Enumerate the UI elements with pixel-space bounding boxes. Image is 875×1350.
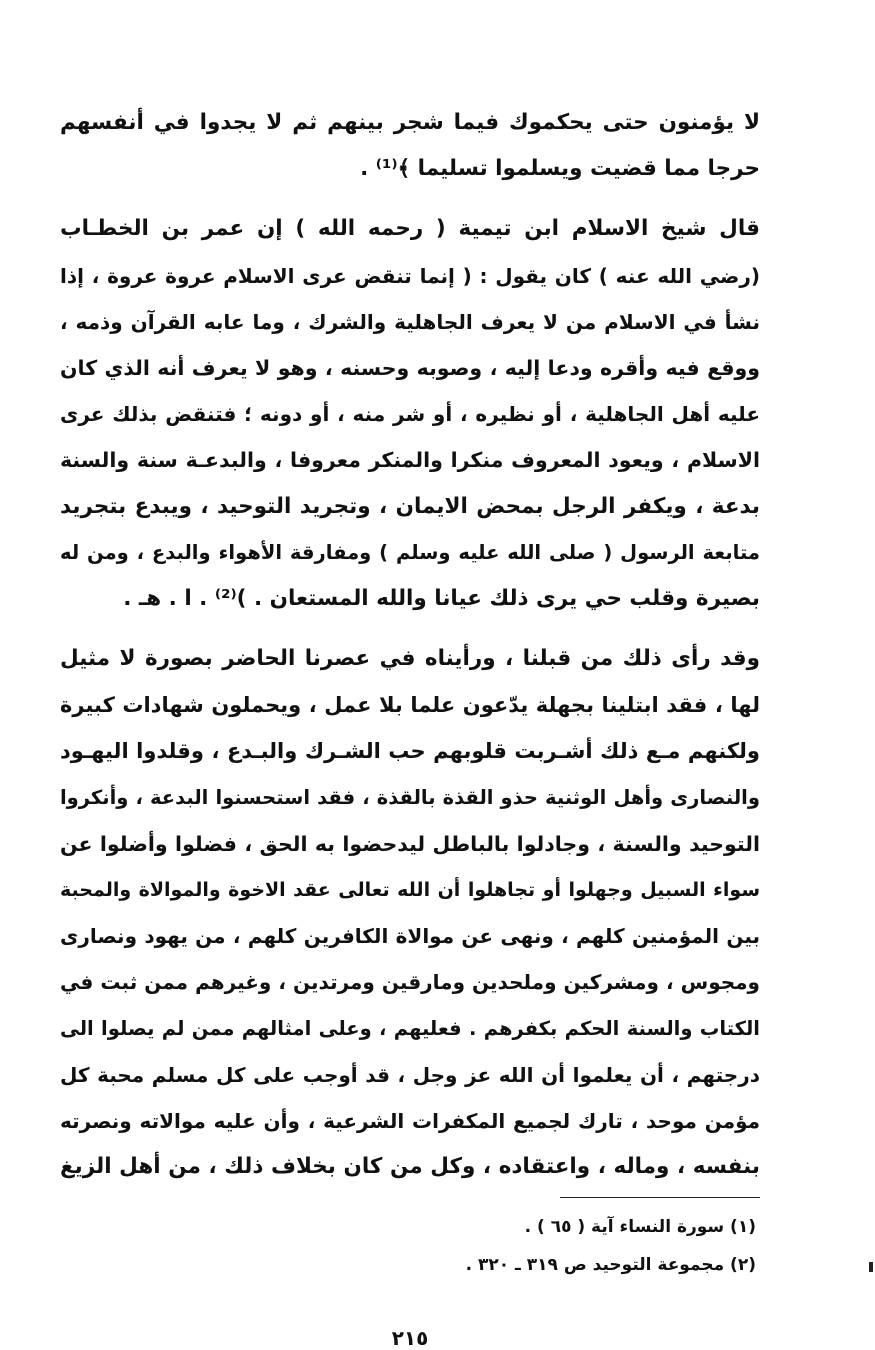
text-line: درجتهم ، أن يعلموا أن الله عز وجل ، قد أوجب على كل مسلم محبة كل	[60, 1062, 760, 1087]
footnote-1: (١) سورة النساء آية ( ٦٥ ) .	[524, 1217, 756, 1237]
text-line: لها ، فقد ابتلينا بجهلة يدّعون علما بلا عمل ، ويحملون شهادات كبيرة	[60, 693, 760, 718]
text-line: متابعة الرسول ( صلى الله عليه وسلم ) ومفارقة الأهواء والبدع ، ومن له	[60, 540, 760, 564]
text-line: والنصارى وأهل الوثنية حذو القذة بالقذة ، فقد استحسنوا البدعة ، وأنكروا	[60, 785, 760, 809]
footnote-separator	[560, 1197, 760, 1198]
text-line: (رضي الله عنه ) كان يقول : ( إنما تنقض عرى الاسلام عروة عروة ، إذا	[60, 263, 760, 288]
text-line: ومجوس ، ومشركين وملحدين ومارقين ومرتدين ، وغيرهم ممن ثبت في	[60, 970, 760, 995]
footnotes	[66, 1208, 756, 1284]
text-line: الكتاب والسنة الحكم بكفرهم . فعليهم ، وعلى امثالهم ممن لم يصلوا الى	[60, 1016, 760, 1040]
text-line: عليه أهل الجاهلية ، أو نظيره ، أو شر منه ، أو دونه ؛ فتنقض بذلك عرى	[60, 402, 760, 427]
text-line: نشأ في الاسلام من لا يعرف الجاهلية والشرك ، وما عابه القرآن وذمه ،	[60, 309, 760, 334]
text-line: الاسلام ، ويعود المعروف منكرا والمنكر معروفا ، والبدعـة سنة والسنة	[60, 448, 760, 473]
text-line: قال شيخ الاسلام ابن تيمية ( رحمه الله ) إن عمر بن الخطـاب	[60, 216, 760, 242]
text-line: مؤمن موحد ، تارك لجميع المكفرات الشرعية ، وأن عليه موالاته ونصرته	[60, 1108, 760, 1133]
quran-verse-paragraph	[60, 100, 760, 192]
text-line: بصيرة وقلب حي يرى ذلك عيانا والله المستعان . )⁽²⁾ . ا . هـ .	[123, 585, 760, 611]
text-line: حرجا مما قضيت ويسلموا تسليما ﴾⁽¹⁾ .	[360, 156, 760, 182]
footnote-2: (٢) مجموعة التوحيد ص ٣١٩ ـ ٣٢٠ .	[465, 1255, 756, 1275]
text-line: ولكنهم مـع ذلك أشـربت قلوبهم حب الشـرك والبـدع ، وقلدوا اليهـود	[60, 739, 760, 764]
text-line: بدعة ، ويكفر الرجل بمحض الايمان ، وتجريد التوحيد ، ويبدع بتجريد	[60, 493, 760, 519]
page-number: ٢١٥	[391, 1326, 429, 1350]
text-line: وقد رأى ذلك من قبلنا ، ورأيناه في عصرنا الحاضر بصورة لا مثيل	[60, 646, 760, 672]
text-line: لا يؤمنون حتى يحكموك فيما شجر بينهم ثم لا يجدوا في أنفسهم	[60, 110, 760, 135]
ibn-taymiyyah-quote-paragraph	[60, 206, 760, 622]
text-line: بنفسه ، وماله ، واعتقاده ، وكل من كان بخلاف ذلك ، من أهل الزيغ	[60, 1154, 760, 1180]
text-line: بين المؤمنين كلهم ، ونهى عن موالاة الكافرين كلهم ، من يهود ونصارى	[60, 924, 760, 949]
scan-artifact-mark	[869, 1262, 873, 1272]
text-line: ووقع فيه وأقره ودعا إليه ، وصوبه وحسنه ، وهو لا يعرف أنه الذي كان	[60, 355, 760, 380]
text-line: التوحيد والسنة ، وجادلوا بالباطل ليدحضوا به الحق ، فضلوا وأضلوا عن	[60, 831, 760, 856]
text-line: سواء السبيل وجهلوا أو تجاهلوا أن الله تعالى عقد الاخوة والموالاة والمحبة	[60, 879, 760, 901]
commentary-paragraph	[60, 636, 760, 1190]
book-page	[60, 100, 760, 1350]
